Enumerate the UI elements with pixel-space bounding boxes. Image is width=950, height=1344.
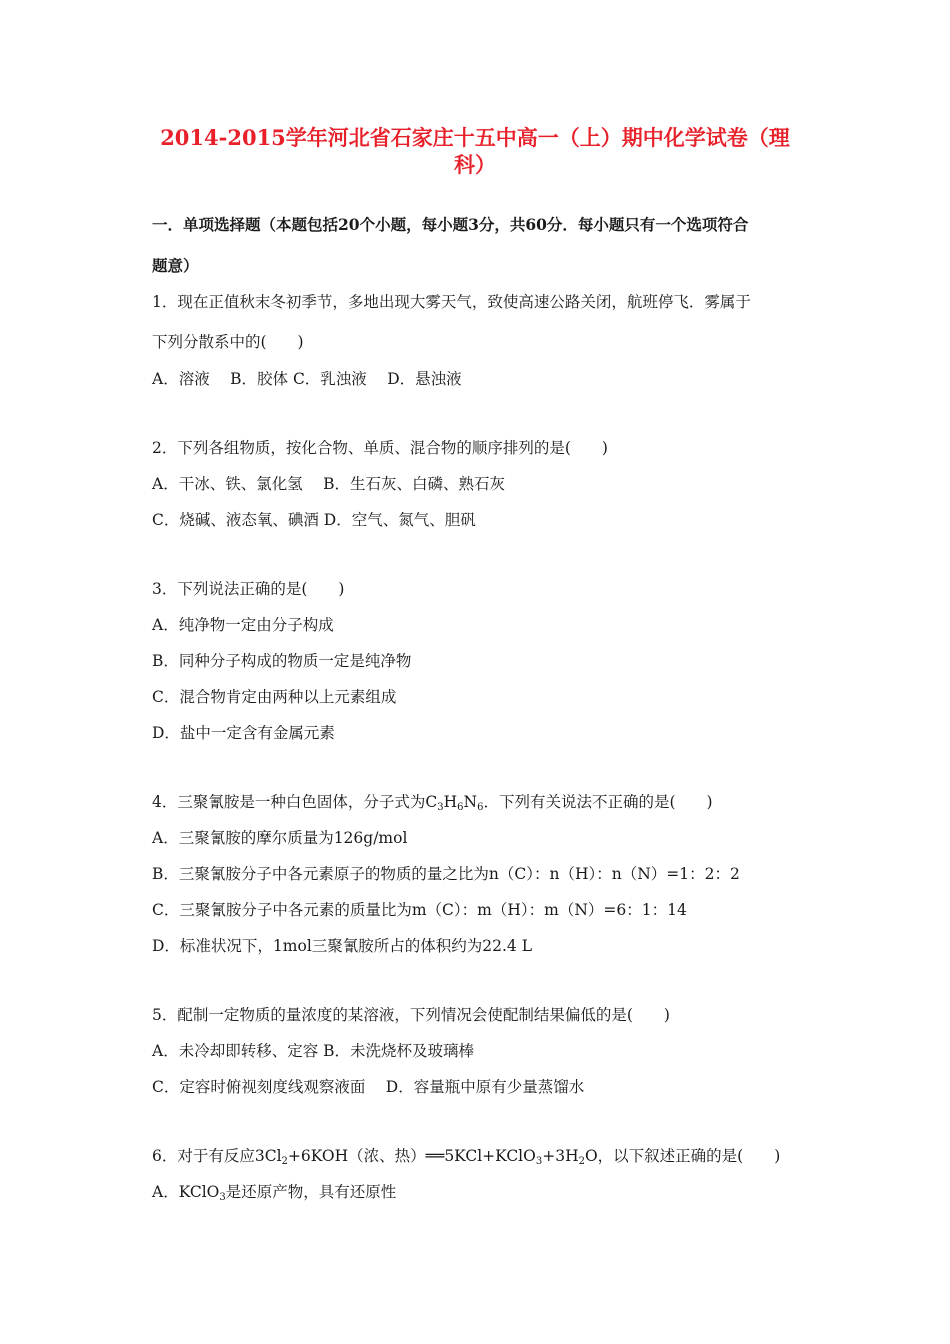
q2-options-ab: A．干冰、铁、氯化氢 B．生石灰、白磷、熟石灰 (152, 475, 506, 493)
q4-formula-h: H (443, 793, 458, 811)
q6-option-a-pre: A．KClO (152, 1183, 220, 1201)
q4-stem (152, 790, 713, 813)
section-heading-line-2: 题意） (152, 256, 199, 275)
q4-option-b: B．三聚氰胺分子中各元素原子的物质的量之比为n（C）：n（H）：n（N）=1：2：2 (152, 865, 740, 883)
title-line-2: 科） (454, 152, 496, 177)
q6-stem-part-2: +6KOH（浓、热）══5KCl+KClO (287, 1147, 536, 1165)
q6-option-a-post: 是还原产物，具有还原性 (225, 1183, 397, 1201)
q3-option-c: C．混合物肯定由两种以上元素组成 (152, 688, 397, 706)
q3-option-d: D．盐中一定含有金属元素 (152, 724, 335, 742)
q1-stem-line-1: 1．现在正值秋末冬初季节，多地出现大雾天气，致使高速公路关闭，航班停飞．雾属于 (152, 293, 751, 311)
q6-sub-2: 3 (535, 1156, 543, 1167)
page-title (120, 124, 830, 178)
q6-sub-1: 2 (281, 1156, 288, 1167)
q4-formula-n-sub: 6 (477, 802, 484, 813)
q6-stem-part-3: +3H (542, 1147, 579, 1165)
q2-stem: 2．下列各组物质，按化合物、单质、混合物的顺序排列的是( ) (152, 439, 608, 457)
q4-formula-n: N (463, 793, 478, 811)
q1-options: A．溶液 B．胶体 C．乳浊液 D．悬浊液 (152, 370, 462, 388)
q6-stem (152, 1144, 780, 1167)
q5-options-cd: C．定容时俯视刻度线观察液面 D．容量瓶中原有少量蒸馏水 (152, 1078, 585, 1096)
q4-option-a: A．三聚氰胺的摩尔质量为126g/mol (152, 829, 408, 847)
q6-stem-part-1: 6．对于有反应3Cl (152, 1147, 282, 1165)
q3-option-a: A．纯净物一定由分子构成 (152, 616, 334, 634)
q3-stem: 3．下列说法正确的是( ) (152, 580, 345, 598)
q4-formula-h-sub: 6 (457, 802, 464, 813)
q6-option-a-sub: 3 (219, 1192, 226, 1203)
q4-stem-post: ．下列有关说法不正确的是( ) (483, 793, 713, 811)
section-heading-line-1: 一．单项选择题（本题包括20个小题，每小题3分，共60分．每小题只有一个选项符合 (152, 215, 749, 234)
q5-options-ab: A．未冷却即转移、定容 B．未洗烧杯及玻璃棒 (152, 1042, 475, 1060)
q6-stem-part-4: O，以下叙述正确的是( ) (584, 1147, 781, 1165)
q4-stem-pre: 4．三聚氰胺是一种白色固体，分子式为 (152, 793, 426, 811)
q4-option-c: C．三聚氰胺分子中各元素的质量比为m（C）：m（H）：m（N）=6：1：14 (152, 901, 687, 919)
q3-option-b: B．同种分子构成的物质一定是纯净物 (152, 652, 412, 670)
q4-formula-c: C (425, 793, 438, 811)
q6-option-a (152, 1180, 396, 1203)
q6-sub-3: 2 (578, 1156, 585, 1167)
q4-formula-c-sub: 3 (437, 802, 444, 813)
q2-options-cd: C．烧碱、液态氧、碘酒 D．空气、氮气、胆矾 (152, 511, 476, 529)
q5-stem: 5．配制一定物质的量浓度的某溶液，下列情况会使配制结果偏低的是( ) (152, 1006, 670, 1024)
q4-option-d: D．标准状况下，1mol三聚氰胺所占的体积约为22.4 L (152, 937, 533, 955)
title-line-1: 2014-2015学年河北省石家庄十五中高一（上）期中化学试卷（理 (160, 125, 790, 150)
q1-stem-line-2: 下列分散系中的( ) (152, 333, 304, 351)
